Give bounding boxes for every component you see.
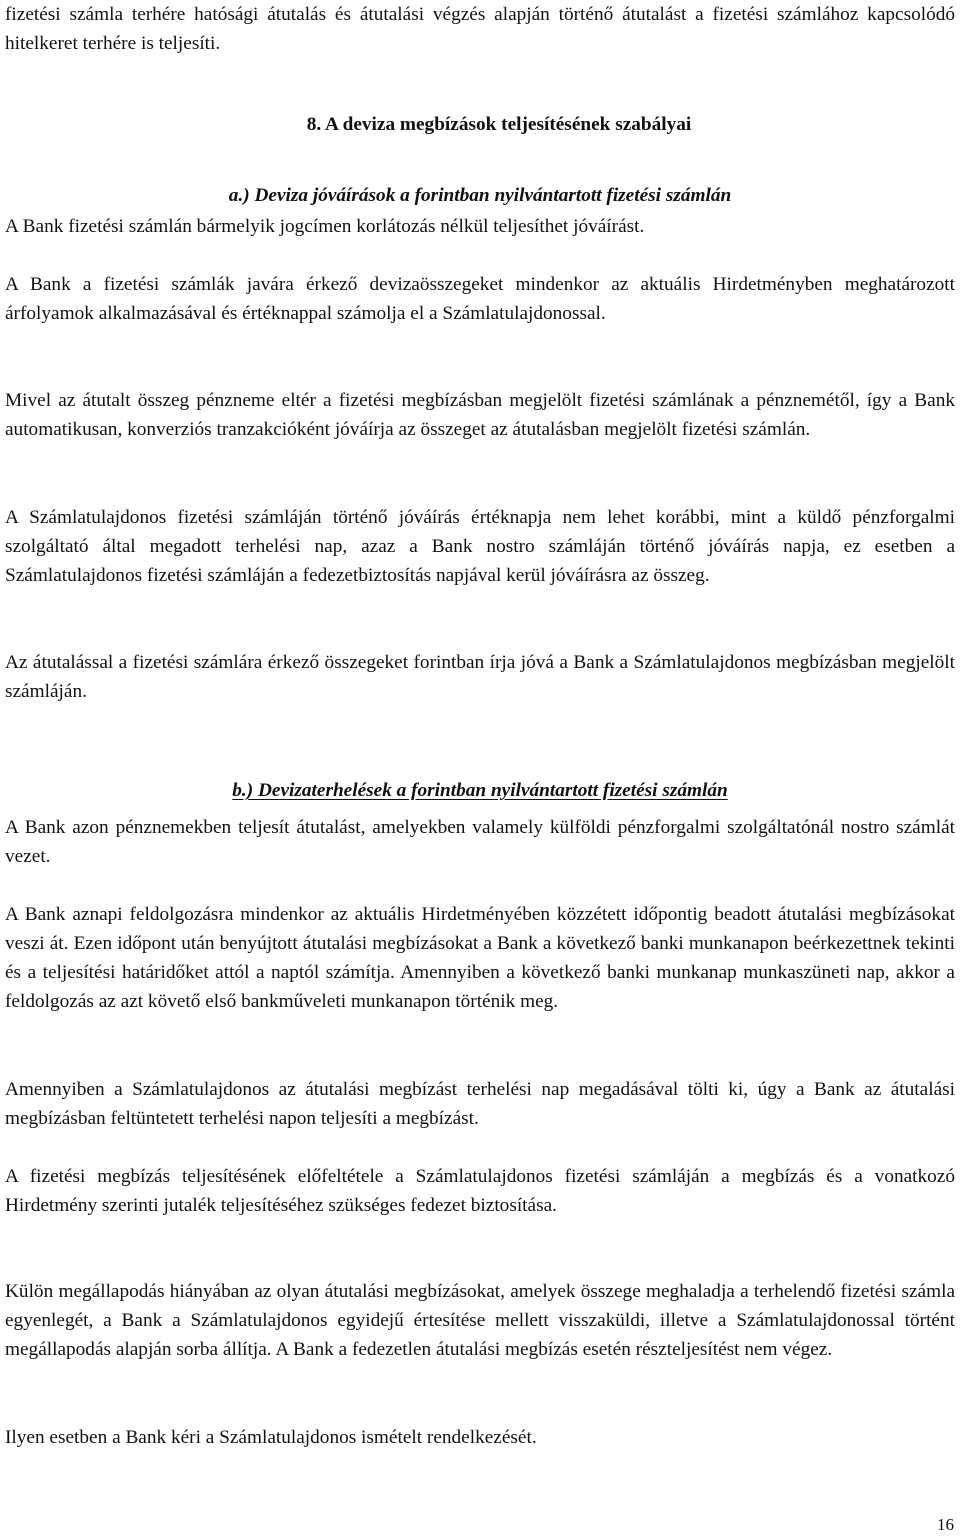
- paragraph-b3: Amennyiben a Számlatulajdonos az átutalási megbízást terhelési nap megadásával tölti ki, úgy a Bank az átutalási megbízásban feltüntetett terhelési napon teljesíti a megbízást.: [5, 1079, 955, 1129]
- section-heading: 8. A deviza megbízások teljesítésének szabályai: [306, 114, 692, 135]
- subheading-b: b.) Devizaterhelések a forintban nyilvántartott fizetési számlán: [232, 780, 728, 802]
- paragraph-b2: A Bank aznapi feldolgozásra mindenkor az aktuális Hirdetményében közzétett időpontig beadott átutalási megbízásokat veszi át. Ezen időpont után benyújtott átutalási megbízásokat a Bank a következő banki munkanapon beérkezettnek tekinti és a teljesítési határidőket attól a naptól számítja. Amennyiben a következő banki munkanap munkaszüneti nap, akkor a feldolgozás az azt követő első bankműveleti munkanapon történik meg.: [5, 904, 955, 1012]
- page-number: 16: [937, 1515, 954, 1534]
- paragraph-a5: Az átutalással a fizetési számlára érkező összegeket forintban írja jóvá a Bank a Számlatulajdonos megbízásban megjelölt számláján.: [5, 652, 955, 702]
- paragraph-a1: A Bank fizetési számlán bármelyik jogcímen korlátozás nélkül teljesíthet jóváírást.: [5, 216, 645, 237]
- paragraph-b1: A Bank azon pénznemekben teljesít átutalást, amelyekben valamely külföldi pénzforgalmi szolgáltatónál nostro számlát vezet.: [5, 817, 955, 867]
- paragraph-b5: Külön megállapodás hiányában az olyan átutalási megbízásokat, amelyek összege meghaladja a terhelendő fizetési számla egyenlegét, a Bank a Számlatulajdonos egyidejű értesítése mellett visszaküldi, illetve a Számlatulajdonossal történt megállapodás alapján sorba állítja. A Bank a fedezetlen átutalási megbízás esetén részteljesítést nem végez.: [5, 1281, 955, 1360]
- paragraph-a2: A Bank a fizetési számlák javára érkező devizaösszegeket mindenkor az aktuális Hirdetményben meghatározott árfolyamok alkalmazásával és értéknappal számolja el a Számlatulajdonossal.: [5, 274, 955, 324]
- paragraph-a4: A Számlatulajdonos fizetési számláján történő jóváírás értéknapja nem lehet korábbi, mint a küldő pénzforgalmi szolgáltató által megadott terhelési nap, azaz a Bank nostro számláján történő jóváírás napja, ez esetben a Számlatulajdonos fizetési számláján a fedezetbiztosítás napjával kerül jóváírásra az összeg.: [5, 507, 955, 586]
- intro-paragraph: fizetési számla terhére hatósági átutalás és átutalási végzés alapján történő átutalást a fizetési számlához kapcsolódó hitelkeret terhére is teljesíti.: [5, 4, 955, 54]
- subheading-a: a.) Deviza jóváírások a forintban nyilvántartott fizetési számlán: [228, 185, 732, 207]
- paragraph-b6: Ilyen esetben a Bank kéri a Számlatulajdonos ismételt rendelkezését.: [5, 1427, 537, 1448]
- paragraph-a3: Mivel az átutalt összeg pénzneme eltér a fizetési megbízásban megjelölt fizetési számlának a pénznemétől, így a Bank automatikusan, konverziós tranzakcióként jóváírja az összeget az átutalásban megjelölt fizetési számlán.: [5, 390, 955, 440]
- paragraph-b4: A fizetési megbízás teljesítésének előfeltétele a Számlatulajdonos fizetési számláján a megbízás és a vonatkozó Hirdetmény szerinti jutalék teljesítéséhez szükséges fedezet biztosítása.: [5, 1166, 955, 1216]
